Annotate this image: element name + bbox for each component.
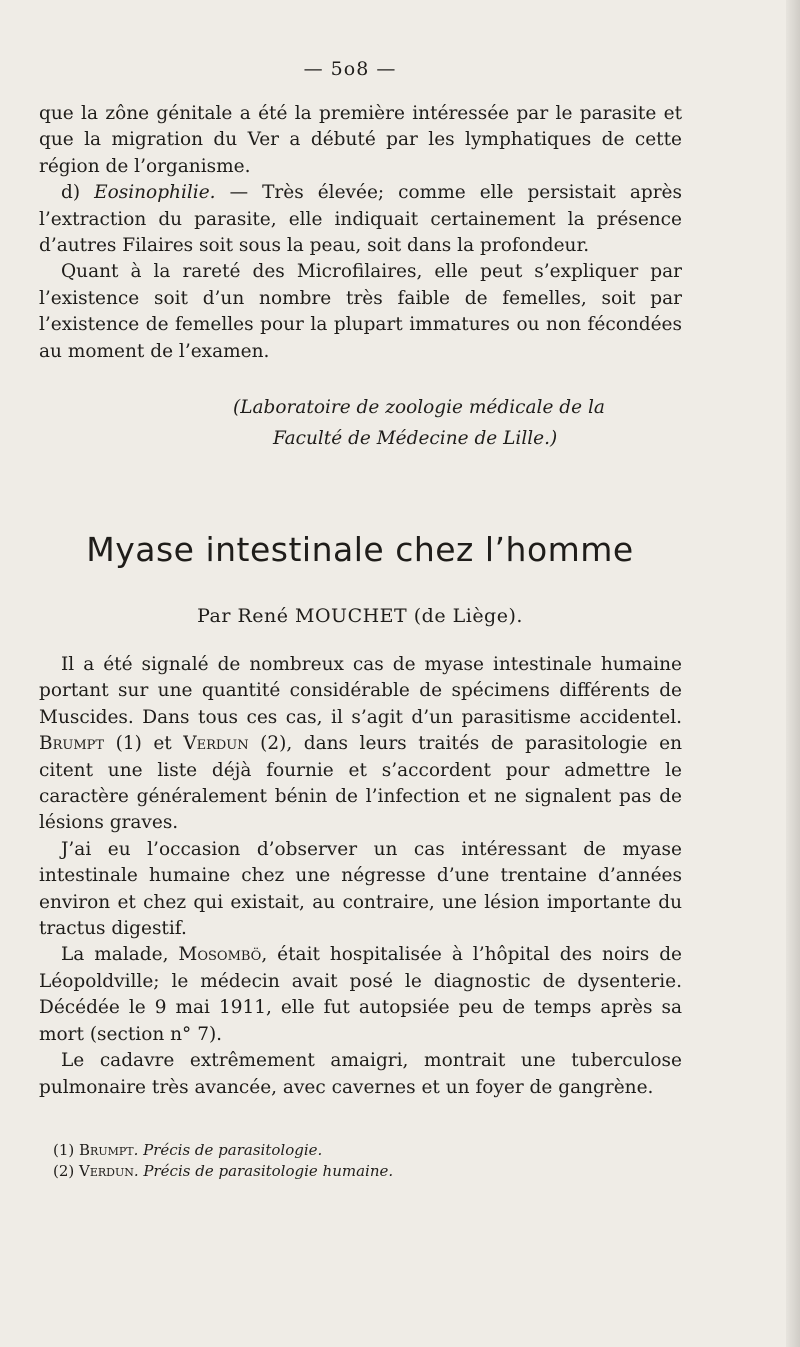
- article-byline: Par René MOUCHET (de Liège).: [197, 605, 523, 627]
- footnote-author: Brumpt: [79, 1141, 134, 1159]
- paragraph-text: (1) et: [104, 733, 184, 755]
- footnote: [53, 1140, 673, 1161]
- section-term: Eosinophilie.: [94, 182, 216, 204]
- footnote-mark: (1): [53, 1141, 80, 1159]
- footnotes: [53, 1140, 673, 1182]
- paragraph-text: — Très élevée; comme elle persistait après l’extraction du parasite, elle indiquait certainement la présence d’autres Filaires soit sous la peau, soit dans la profondeur.: [39, 182, 682, 257]
- paragraph-text: La malade,: [61, 944, 179, 966]
- paragraph-text: , était hospitalisée à l’hôpital des noirs de Léopoldville; le médecin avait posé le diagnostic de dysenterie. Décédée le 9 mai 1911, elle fut autopsiée peu de temps après sa mort (section n° 7).: [39, 944, 682, 1045]
- paragraph: Quant à la rareté des Microfilaires, elle peut s’expliquer par l’existence soit d’un nombre très faible de femelles, soit par l’existence de femelles pour la plupart immatures ou non fécondées au moment de l’examen.: [39, 261, 682, 362]
- paragraph: [39, 180, 682, 259]
- article-body: [39, 652, 682, 1101]
- paragraph: que la zône génitale a été la première intéressée par le parasite et que la migration du Ver a débuté par les lymphatiques de cette région de l’organisme.: [39, 103, 682, 177]
- paragraph: [39, 942, 682, 1048]
- footnote-title: . Précis de parasitologie humaine.: [133, 1162, 394, 1180]
- paragraph: Le cadavre extrêmement amaigri, montrait une tuberculose pulmonaire très avancée, avec cavernes et un foyer de gangrène.: [39, 1050, 682, 1098]
- patient-name: Mosombö: [178, 944, 262, 966]
- previous-article-text: [39, 101, 682, 365]
- paragraph-text: Il a été signalé de nombreux cas de myase intestinale humaine portant sur une quantité considérable de spécimens différents de Muscides. Dans tous ces cas, il s’agit d’un parasitisme accidentel.: [39, 654, 682, 728]
- author-name: Verdun: [183, 733, 249, 755]
- page-number: — 5o8 —: [303, 58, 397, 80]
- paragraph: J’ai eu l’occasion d’observer un cas intéressant de myase intestinale humaine chez une négresse d’une trentaine d’années environ et chez qui existait, au contraire, une lésion importante du tractus digestif.: [39, 838, 682, 940]
- list-label: d): [61, 182, 95, 204]
- page-edge-shadow: [786, 0, 800, 1347]
- footnote-author: Verdun: [79, 1162, 134, 1180]
- footnote: [53, 1161, 673, 1182]
- footnote-mark: (2): [53, 1162, 80, 1180]
- affiliation: [210, 392, 690, 454]
- paragraph-text: (2), dans leurs traités de parasitologie en citent une liste déjà fournie et s’accordent pour admettre le caractère généralement bénin de l’infection et ne signalent pas de lésions graves.: [39, 733, 682, 834]
- article-title: Myase intestinale chez l’homme: [86, 530, 634, 569]
- affiliation-line: Faculté de Médecine de Lille.): [273, 428, 558, 449]
- affiliation-line: (Laboratoire de zoologie médicale de la: [233, 397, 605, 418]
- paragraph: [39, 652, 682, 837]
- author-name: Brumpt: [39, 733, 105, 755]
- footnote-title: . Précis de parasitologie.: [133, 1141, 323, 1159]
